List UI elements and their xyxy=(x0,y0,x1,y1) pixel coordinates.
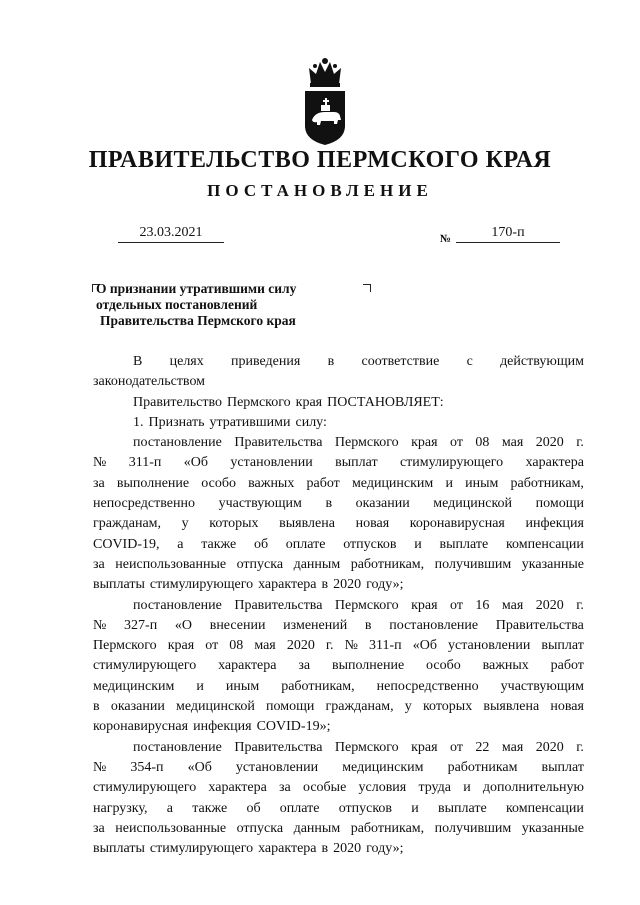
subject-line: Правительства Пермского края xyxy=(100,313,296,328)
body-line: № 354-п «Об установлении медицинским работникам выплат xyxy=(93,759,584,775)
document-body xyxy=(93,352,584,859)
body-line: постановление Правительства Пермского края от 16 мая 2020 г. xyxy=(133,597,584,613)
subject-line: отдельных постановлений xyxy=(96,297,258,312)
body-line: В целях приведения в соответствие с действующим xyxy=(133,354,584,369)
body-line: 1. Признать утратившими силу: xyxy=(133,414,327,430)
body-line: гражданам, у которых выявлена новая коронавирусная инфекция xyxy=(93,516,584,532)
body-line: за неиспользованные отпуска данным работникам, получившим указанные xyxy=(93,820,584,836)
body-line: COVID-19, а также об оплате отпусков и выплате компенсации xyxy=(93,536,584,552)
body-line: стимулирующего характера за выполнение особо важных работ xyxy=(93,658,584,674)
document-number: 170-п xyxy=(456,224,560,243)
document-type-title: ПОСТАНОВЛЕНИЕ xyxy=(207,181,433,200)
body-line: постановление Правительства Пермского края от 22 мая 2020 г. xyxy=(133,739,584,755)
body-line: стимулирующего характера за особые условия труда и дополнительную xyxy=(93,780,584,796)
body-line: № 327-п «О внесении изменений в постановление Правительства xyxy=(93,617,584,633)
body-line: за выполнение особо важных работ медицинским и иным работникам, xyxy=(93,475,584,491)
body-line: Правительство Пермского края ПОСТАНОВЛЯЕТ: xyxy=(133,394,444,410)
body-line: выплаты стимулирующего характера в 2020 году»; xyxy=(93,577,404,593)
document-date: 23.03.2021 xyxy=(118,224,224,243)
body-line: нагрузку, а также об оплате отпусков и выплате компенсации xyxy=(93,800,584,816)
body-line: коронавирусная инфекция COVID-19»; xyxy=(93,719,331,735)
body-line: медицинским и иным работникам, непосредственно участвующим xyxy=(93,678,584,694)
body-line: в оказании медицинской помощи гражданам, у которых выявлена новая xyxy=(93,699,584,715)
perm-krai-coat-of-arms-icon xyxy=(301,54,349,146)
body-line: выплаты стимулирующего характера в 2020 году»; xyxy=(93,841,404,857)
body-line: № 311-п «Об установлении выплат стимулирующего характера xyxy=(93,455,584,471)
body-line: Пермского края от 08 мая 2020 г. № 311-п «Об установлении выплат xyxy=(93,638,584,654)
government-title: ПРАВИТЕЛЬСТВО ПЕРМСКОГО КРАЯ xyxy=(88,147,552,173)
body-line: законодательством xyxy=(93,374,206,390)
body-line: за неиспользованные отпуска данным работникам, получившим указанные xyxy=(93,556,584,572)
body-line: постановление Правительства Пермского края от 08 мая 2020 г. xyxy=(133,435,584,451)
number-label: № xyxy=(440,233,452,245)
document-subject xyxy=(96,281,366,329)
body-line: непосредственно участвующим в оказании медицинской помощи xyxy=(93,496,584,512)
subject-line: О признании утратившими силу xyxy=(96,281,297,296)
